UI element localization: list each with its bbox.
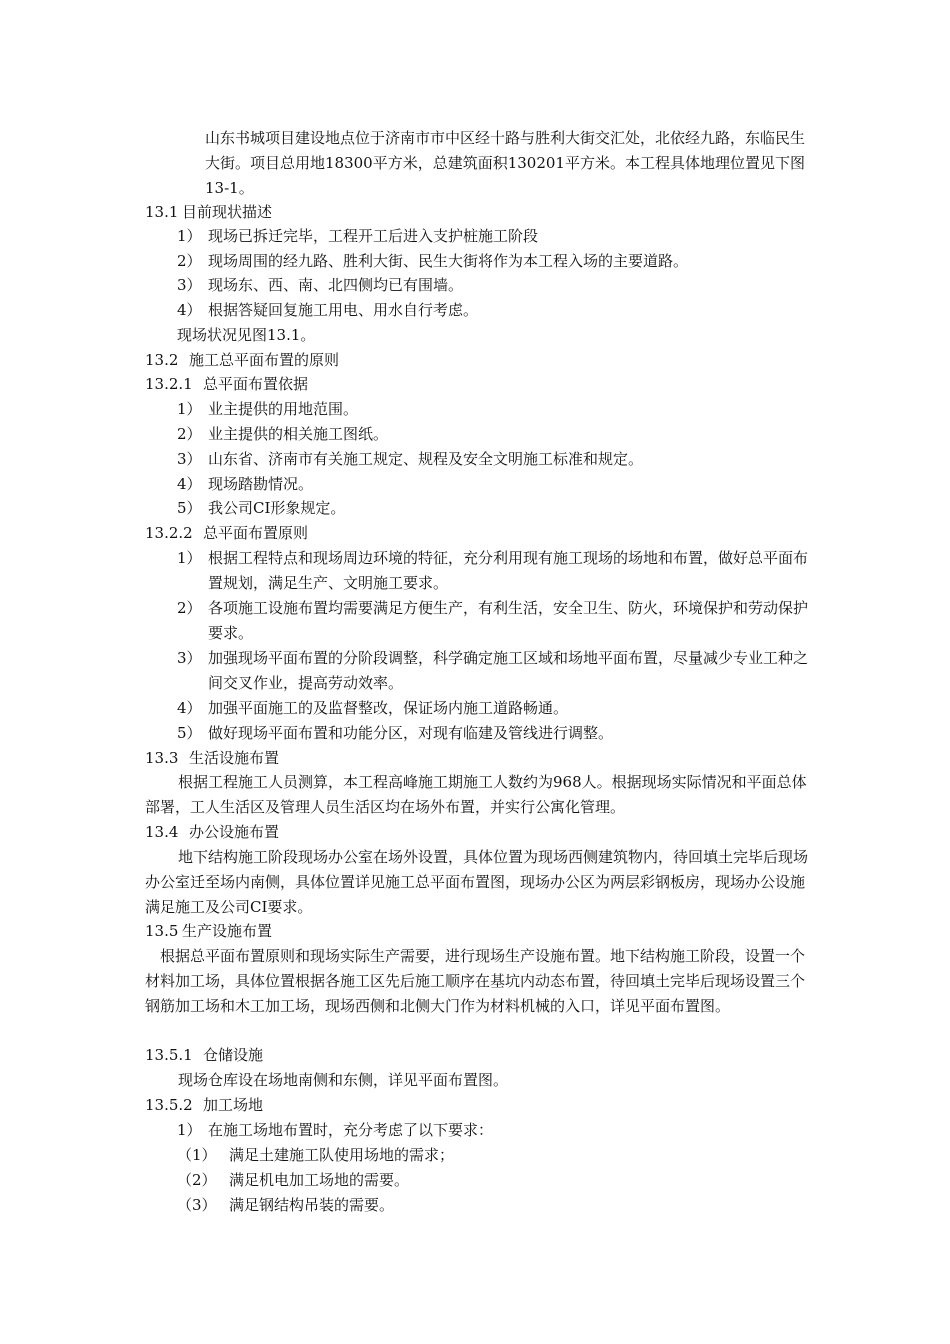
heading-13-5-1: 13.5.1 仓储设施 — [145, 1046, 264, 1064]
heading-13-5-2: 13.5.2 加工场地 — [145, 1096, 264, 1114]
heading-13-5: 13.5 生产设施布置 — [145, 922, 273, 940]
intro-paragraph: 山东书城项目建设地点位于济南市市中区经十路与胜利大街交汇处，北依经九路，东临民生大街。项目总用地18300平方米，总建筑面积130201平方米。本工程具体地理位置见下图13-1。 — [205, 129, 806, 197]
heading-13-2-1: 13.2.1 总平面布置依据 — [145, 375, 309, 393]
heading-number: 13.1 — [145, 203, 179, 221]
sub-list-item: （3） 满足钢结构吊装的需要。 — [177, 1196, 395, 1214]
list-item: 1） 根据工程特点和现场周边环境的特征，充分利用现有施工现场的场地和布置，做好总平面布置规划，满足生产、文明施工要求。 — [177, 549, 809, 592]
figure-note: 现场状况见图13.1。 — [177, 326, 316, 344]
heading-13-2: 13.2 施工总平面布置的原则 — [145, 351, 340, 369]
paragraph-13-4: 地下结构施工阶段现场办公室在场外设置，具体位置为现场西侧建筑物内，待回填土完毕后现场办公室迁至场内南侧，具体位置详见施工总平面布置图，现场办公区为两层彩钢板房，现场办公设施满足施工及公司CI要求。 — [145, 848, 809, 916]
heading-13-1 — [145, 200, 825, 225]
heading-13-2-2: 13.2.2 总平面布置原则 — [145, 524, 309, 542]
heading-13-4: 13.4 办公设施布置 — [145, 823, 280, 841]
list-item: 5） 做好现场平面布置和功能分区，对现有临建及管线进行调整。 — [177, 724, 614, 742]
list-item: 3） 加强现场平面布置的分阶段调整，科学确定施工区域和场地平面布置，尽量减少专业工种之间交叉作业，提高劳动效率。 — [177, 649, 809, 692]
list-item: 2） 业主提供的相关施工图纸。 — [177, 425, 389, 443]
heading-title: 目前现状描述 — [182, 203, 273, 221]
list-item: 1） 业主提供的用地范围。 — [177, 400, 359, 418]
list-item: 4） 现场踏勘情况。 — [177, 475, 314, 493]
list-item: 3） 现场东、西、南、北四侧均已有围墙。 — [177, 276, 464, 294]
list-item: 4） 根据答疑回复施工用电、用水自行考虑。 — [177, 301, 479, 319]
list-item: 2） 现场周围的经九路、胜利大街、民生大街将作为本工程入场的主要道路。 — [177, 252, 689, 270]
list-item: 2） 各项施工设施布置均需要满足方便生产，有利生活，安全卫生、防火，环境保护和劳动保护要求。 — [177, 599, 809, 642]
sub-list-item: （2） 满足机电加工场地的需要。 — [177, 1171, 410, 1189]
sub-list-item: （1） 满足土建施工队使用场地的需求； — [177, 1146, 455, 1164]
list-item: 3） 山东省、济南市有关施工规定、规程及安全文明施工标准和规定。 — [177, 450, 644, 468]
paragraph-13-5-1: 现场仓库设在场地南侧和东侧，详见平面布置图。 — [178, 1071, 509, 1089]
paragraph-13-3: 根据工程施工人员测算，本工程高峰施工期施工人数约为968人。根据现场实际情况和平面总体部署，工人生活区及管理人员生活区均在场外布置，并实行公寓化管理。 — [145, 773, 807, 816]
list-item: 1） 在施工场地布置时，充分考虑了以下要求： — [177, 1121, 494, 1139]
list-item: 4） 加强平面施工的及监督整改，保证场内施工道路畅通。 — [177, 699, 569, 717]
list-item: 1） 现场已拆迁完毕，工程开工后进入支护桩施工阶段 — [177, 227, 539, 245]
list-item: 5） 我公司CI形象规定。 — [177, 499, 346, 517]
paragraph-13-5: 根据总平面布置原则和现场实际生产需要，进行现场生产设施布置。地下结构施工阶段，设置一个材料加工场，具体位置根据各施工区先后施工顺序在基坑内动态布置，待回填土完毕后现场设置三个钢筋加工场和木工加工场，现场西侧和北侧大门作为材料机械的入口，详见平面布置图。 — [145, 947, 806, 1015]
heading-13-3: 13.3 生活设施布置 — [145, 749, 280, 767]
